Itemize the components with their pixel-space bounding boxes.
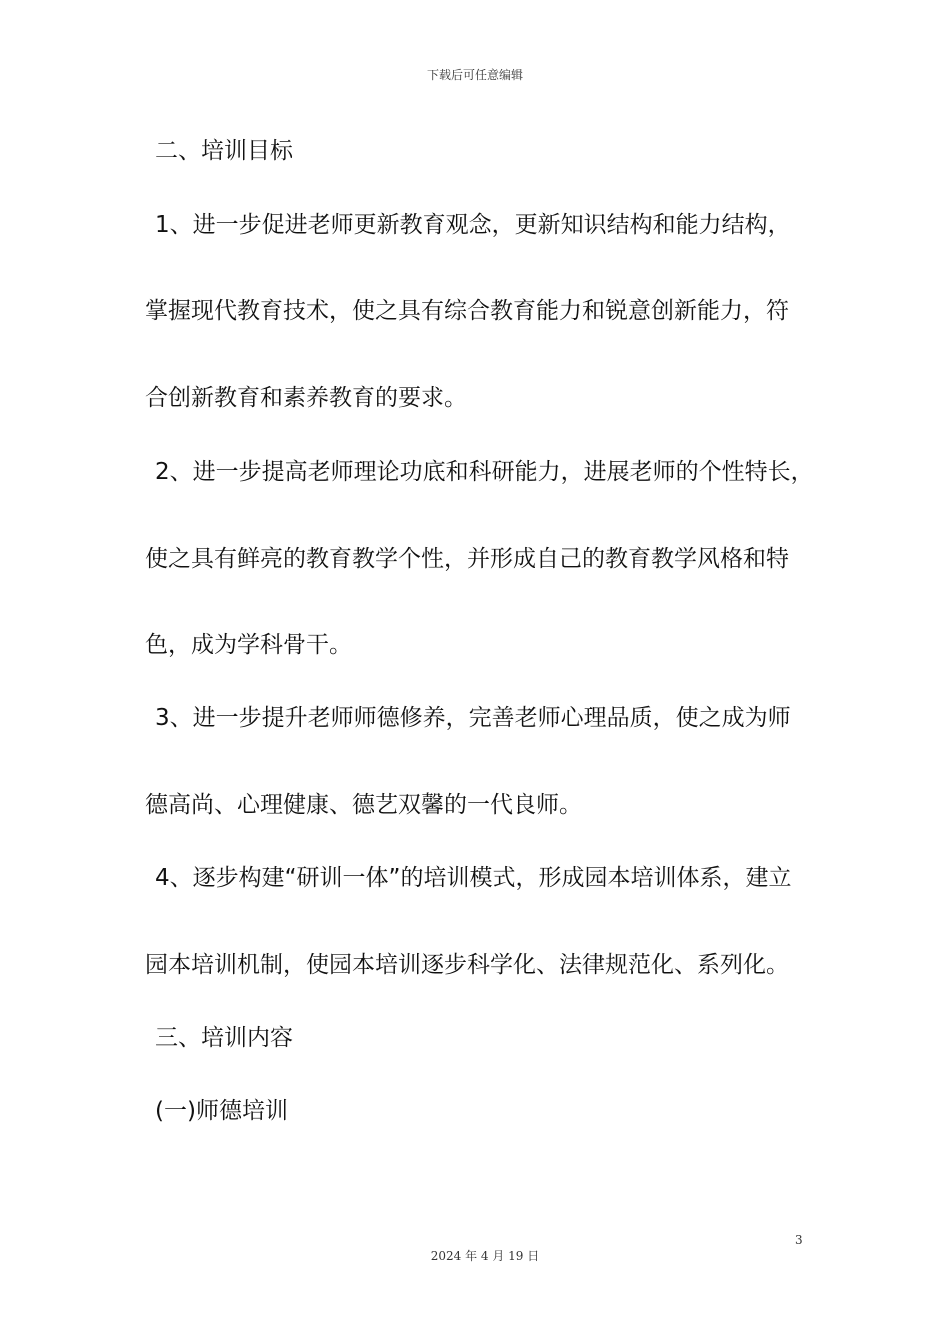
- section-heading-training-content: 三、培训内容: [155, 1025, 293, 1051]
- paragraph-line: 使之具有鲜亮的教育教学个性，并形成自己的教育教学风格和特: [145, 546, 789, 572]
- footer-date: 2024 年 4 月 19 日: [430, 1249, 540, 1263]
- paragraph-line: 掌握现代教育技术，使之具有综合教育能力和锐意创新能力，符: [145, 298, 789, 324]
- paragraph-line: 1、进一步促进老师更新教育观念，更新知识结构和能力结构，: [155, 212, 791, 238]
- paragraph-line: 色，成为学科骨干。: [145, 632, 352, 658]
- paragraph-line: 合创新教育和素养教育的要求。: [145, 385, 467, 411]
- paragraph-line: 2、进一步提高老师理论功底和科研能力，进展老师的个性特长，: [155, 459, 814, 485]
- subsection-heading-ethics-training: (一)师德培训: [155, 1098, 288, 1124]
- paragraph-line: 德高尚、心理健康、德艺双馨的一代良师。: [145, 792, 582, 818]
- paragraph-line: 园本培训机制，使园本培训逐步科学化、法律规范化、系列化。: [145, 952, 789, 978]
- paragraph-line: 4、逐步构建“研训一体”的培训模式，形成园本培训体系，建立: [155, 865, 792, 891]
- paragraph-line: 3、进一步提升老师师德修养，完善老师心理品质，使之成为师: [155, 705, 791, 731]
- page-header: 下载后可任意编辑: [426, 68, 523, 82]
- page-number: 3: [795, 1233, 803, 1247]
- section-heading-training-goals: 二、培训目标: [155, 138, 293, 164]
